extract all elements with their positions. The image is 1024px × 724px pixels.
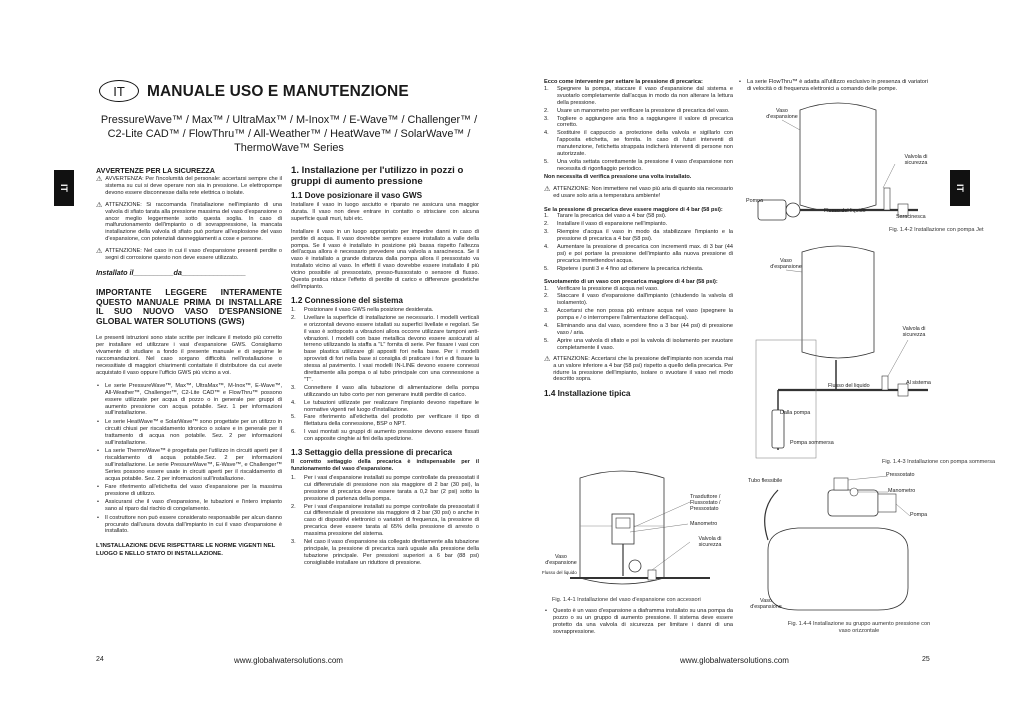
warning-triangle-icon: ⚠	[544, 355, 551, 363]
relief-valve-label: Valvola di sicurezza	[698, 536, 722, 549]
gauge-label: Manometro	[888, 488, 916, 494]
warning-triangle-icon: ⚠	[96, 201, 103, 209]
list-item: • Le serie HeatWave™ e SolarWave™ sono progettate per un utilizzo in circuiti chiusi per riscaldamento idronico o solare e in generale per il trattamento di acqua non potabile. Sez. 2 per informazioni sull'installazione.	[96, 419, 282, 447]
paragraph: Installare il vaso in luogo asciutto e riparato ne assicura una maggior durata. Il vaso non deve entrare in contatto o strisciare con alcuna superficie quali muri, tubi etc.	[291, 202, 479, 222]
relief-valve-label: Valvola di sicurezza	[904, 154, 928, 167]
list-item: 4. Le tubazioni utilizzate per realizzare l'impianto devono rispettare le normative vigenti nel luogo d'installazione.	[291, 399, 479, 413]
pump-label: Pompa	[746, 198, 764, 204]
list-item: 1. Posizionare il vaso GWS nella posizione desiderata.	[291, 306, 434, 313]
list-item: • Le serie PressureWave™, Max™, UltraMax™, M-Inox™, E-Wave™, All-Weather™, Challenger™, C2-Lite CAD™ e FlowThru™ possono essere utilizzate per acqua di pozzo o in generale per gruppi di aumento pressione con acqua potabile. Sez. 1 per informazioni sull'installazione.	[96, 383, 282, 418]
tank-label: Vaso d'espansione	[770, 258, 802, 271]
list-item: 5. Una volta settata correttamente la pressione il vaso d'espansione non necessita di rigonfiaggio periodico.	[544, 158, 733, 172]
gate-valve-label: Saracinesca	[896, 214, 926, 220]
list-item: 3. Nel caso il vaso d'espansione sia collegato direttamente alla tubazione principale, la pressione di precarica sarà uguale alla pressione della tubazione principale. Per pressioni superiori a 6 bar (88 psi) consigliabile installare un riduttore di pressione.	[291, 539, 479, 566]
flow-label: Flusso del liquido	[824, 208, 866, 214]
paragraph: Installare il vaso in un luogo appropriato per impedire danni in caso di perdite di acqua. Il vaso dovrebbe sempre essere installato a valle della pompa. Se il vaso è installato in posizione più bassa rispetto l'altezza dell'acqua allora è necessario prevedere una valvola a saracinesca. Se il vaso è installato a grande distanza dalla pompa allora il pressostato va installato vicino al vaso. In effetti il vaso dovrebbe essere installato il più vicino possibile al pressostato, presso-flussostato o sensore di flusso. Questa pratica riduce l'effetto di perdite di carico e differenze geodetiche dell'impianto.	[291, 228, 479, 290]
list-item: 2. Staccare il vaso d'espansione dall'impianto (chiudendo la valvola di isolamento).	[544, 293, 733, 307]
list-item: • Questo è un vaso d'espansione a diaframma installato su una pompa da pozzo o su un gruppo di aumento pressione. Il sistema deve essere protetto da una valvola di sicurezza per limitare i danni di una sovrappressione.	[544, 608, 733, 636]
over-4bar-heading: Se la pressione di precarica deve essere maggiore di 4 bar (58 psi):	[544, 206, 723, 213]
section-1-4-heading: 1.4 Installazione tipica	[544, 389, 631, 399]
pressure-switch-label: Pressostato	[886, 472, 915, 478]
submersible-pump-label: Pompa sommersa	[790, 440, 834, 446]
list-item: 2. Livellare la superficie di installazione se necessario. I modelli verticali e orizzontali devono essere istallati su superfici livellate e regolari. Se il vaso è sottoposto a vibrazioni allora occorre utilizzare tamponi anti-vibrazioni. I modelli con base metallica devono essere assicurati al terreno utilizzando la staffa a "L" fornita di serie. Per fissare i vasi con base plastica utilizzare gli appositi fori nella base. Per i modelli sprovvisti di fori nella base si consiglia di praticare i fori e di fissare la stessa al pavimento. I vasi modelli IN-LINE devono essere connessi direttamente alla pompa o al tubo principale con una connessione a "T".	[291, 314, 479, 383]
list-item: 4. Eliminando ana dal vaso, scendere fino a 3 bar (44 psi) di pressione vaso / aria.	[544, 323, 733, 336]
list-item: 1. Per i vasi d'espansione installati su pompe controllate da pressostati il cui differenziale di pressione non sia maggiore di 2 bar (30 psi), la pressione di precarica deve essere tarata a 0,2 bar (2 psi) sotto la pressione di partenza della pompa.	[291, 474, 479, 502]
section-1-2-heading: 1.2 Connessione del sistema	[291, 295, 403, 305]
figure-1-4-4	[738, 470, 938, 620]
side-language-tab: IT	[54, 170, 74, 206]
warning-item: ⚠ ATTENZIONE: Non immettere nel vaso più aria di quanto sia necessario ed usare solo aria a temperatura ambiente!	[544, 185, 733, 199]
flexible-hose-label: Tubo flessibile	[748, 478, 783, 484]
figure-1-4-2	[738, 100, 938, 235]
list-item: 3. Accertarsi che non possa più entrare acqua nel vaso (spegnere la pompa e / o interrompere l'alimentazione dell'acqua).	[544, 308, 733, 322]
safety-column	[96, 166, 282, 558]
list-item: 6. I vasi montati su gruppi di aumento pressione devono essere fissati con apposite cinghie ai fini della spedizione.	[291, 429, 479, 443]
tank-label: Vaso d'espansione	[766, 108, 798, 121]
list-item: • Fare riferimento all'etichetta del vaso d'espansione per la massima pressione di utilizzo.	[96, 484, 282, 498]
website-link[interactable]: www.globalwatersolutions.com	[680, 656, 789, 665]
flowthru-note	[738, 79, 928, 94]
adjust-heading: Ecco come intervenire per settare la pressione di precarica:	[544, 79, 703, 85]
warning-item: ⚠ ATTENZIONE: Accertarsi che la pressione dell'impianto non scenda mai a un valore inferiore a 4 bar (58 psi) rispetto a quello della precarica. Per ridurre la pressione dell'impianto, isolare o svuotare il vaso nel modo descritto sopra.	[544, 355, 733, 383]
subtitle-line: C2-Lite CAD™ / FlowThru™ / All-Weather™ / HeatWave™ / SolarWave™ /	[107, 128, 471, 141]
connection-steps	[291, 307, 479, 443]
precharge-note: Il corretto settaggio della precarica è indispensabile per il funzionamento del vaso d'espansione.	[291, 459, 479, 472]
list-item: 1. Verificare la pressione di acqua nel vaso.	[544, 285, 659, 292]
language-badge: IT	[99, 80, 139, 102]
list-item: 5. Fare riferimento all'etichetta del prodotto per verificare il tipo di filettatura della connessione, BSP o NPT.	[291, 414, 479, 428]
list-item: • La serie FlowThru™ è adatta all'utilizzo esclusivo in presenza di variatori di velocità o di frequenza elettronici a comando delle pompe.	[738, 79, 928, 93]
over-4bar-steps	[544, 213, 733, 272]
figure-caption: Fig. 1.4-2 Installazione con pompa Jet	[889, 227, 984, 233]
page-number: 25	[922, 656, 930, 663]
gauge-label: Manometro	[690, 521, 718, 527]
closing-notice: L'INSTALLAZIONE DEVE RISPETTARE LE NORME VIGENTI NEL LUOGO E NELLO STATO DI INSTALLAZIONE.	[96, 543, 276, 557]
list-item: 1. Spegnere la pompa, staccare il vaso d'espansione dal sistema e svuotarlo completamente dall'acqua in modo da non alterare la lettura della pressione.	[544, 85, 733, 106]
figure-1-4-3	[738, 240, 938, 460]
relief-valve-label: Valvola di sicurezza	[902, 326, 926, 339]
list-item: 2. Per i vasi d'espansione installati su pompe controllate da pressostati il cui differenziale di pressione sia maggiore di 2 bar (30 psi) o anche in caso di dispositivi elettronici o variatori di frequenza, la pressione di precarica deve essere tarata al 65% della pressione di arresto o massima pressione del sistema.	[291, 503, 479, 538]
adjust-steps	[544, 86, 733, 173]
warning-item: ⚠ ATTENZIONE: Nel caso in cui il vaso d'espansione presenti perdite o segni di corrosione questo non deve essere utilizzato.	[96, 248, 282, 262]
to-system-label: Al sistema	[906, 380, 931, 386]
section-1-1-heading: 1.1 Dove posizionare il vaso GWS	[291, 191, 423, 200]
series-list	[96, 383, 282, 536]
safety-heading: AVVERTENZE PER LA SICUREZZA	[96, 166, 215, 175]
figure-caption: Fig. 1.4-4 Installazione su gruppo aumento pressione con vaso orizzontale	[787, 621, 931, 634]
adjust-note: Non necessita di verifica pressione una volta installato.	[544, 173, 692, 180]
warning-item: ⚠ AVVERTENZA: Per l'incolumità del personale: accertarsi sempre che il sistema su cui si deve operare non sia in pressione. Le elettropompe devono essere disconnesse dalla rete elettrica o isolate.	[96, 176, 282, 196]
warning-item: ⚠ ATTENZIONE: Si raccomanda l'installazione nell'impianto di una valvola di sfiato tarata alla pressione massima del vaso d'espansione o ancor meglio leggermente sotto questa soglia. In caso di malfunzionamento dell'impianto o di sovrappressione, la mancata installazione della valvola di sfiato può portare all'esplosione del vaso d'espansione, con potenziali danneggiamenti a cose e persone.	[96, 201, 282, 243]
list-item: 2. Installare il vaso di espansione nell'impianto.	[544, 221, 668, 228]
empty-heading: Svuotamento di un vaso con precarica maggiore di 4 bar (58 psi):	[544, 278, 718, 285]
list-item: 2. Usare un manometro per verificare la pressione di precarica del vaso.	[544, 107, 730, 114]
list-item: • Il costruttore non può essere considerato responsabile per alcun danno procurato dall'usura dovuta dall'impianto in cui il vaso d'espansione è installato.	[96, 515, 282, 536]
page-title: MANUALE USO E MANUTENZIONE	[147, 83, 409, 100]
page-number: 24	[96, 656, 104, 663]
list-item: 1. Tarare la precarica del vaso a 4 bar (58 psi).	[544, 213, 667, 220]
section-1-3-heading: 1.3 Settaggio della pressione di precarica	[291, 448, 453, 458]
section-1-heading: 1. Installazione per l'utilizzo in pozzi o gruppi di aumento pressione	[291, 165, 464, 187]
warning-triangle-icon: ⚠	[544, 185, 551, 193]
from-pump-label: Dalla pompa	[780, 410, 811, 416]
tank-label: Vaso d'espansione	[750, 598, 782, 611]
warning-triangle-icon: ⚠	[96, 176, 103, 183]
typical-install-notes	[544, 608, 733, 637]
figure-caption: Fig. 1.4-1 Installazione del vaso d'espansione con accessori	[552, 597, 701, 603]
list-item: 5. Aprire una valvola di sfiato e poi la valvola di isolamento per svuotare completamente il vaso.	[544, 337, 733, 351]
important-notice: IMPORTANTE LEGGERE INTERAMENTE QUESTO MANUALE PRIMA DI INSTALLARE IL SUO NUOVO VASO D'ESPANSIONE GLOBAL WATER SOLUTIONS (GWS)	[96, 286, 282, 326]
right-page	[512, 0, 1024, 724]
list-item: 4. Aumentare la pressione di precarica con incrementi max. di 3 bar (44 psi) e poi portare la pressione dell'impianto alla nuova pressione di precarica immettendovi acqua.	[544, 244, 733, 264]
section-1-column	[291, 166, 479, 568]
installed-by-line: Installato il__________da________________	[96, 267, 246, 277]
transducer-label: Trasduttore / Flussostato / Pressostato	[690, 494, 721, 513]
tank-label: Vaso d'espansione	[545, 554, 577, 567]
pump-label: Pompa	[910, 512, 928, 518]
flow-label: Flusso del liquido	[828, 383, 870, 389]
precharge-steps	[291, 475, 479, 567]
list-item: • Assicurarsi che il vaso d'espansione, le tubazioni e l'intero impianto sano al riparo dal rischio di congelamento.	[96, 499, 282, 513]
intro-paragraph: Le presenti istruzioni sono state scritte per indicare il metodo più corretto per installare ed utilizzare i vasi d'espansione GWS. Consigliamo vivamente di studiare a fondo il presente manuale e di seguirne le raccomandazioni. Nel caso sorgano difficoltà nell'installazione o necessitiate di maggiori chiarimenti contattate il distributore da cui avete acquistato il vaso oppure l'ufficio GWS più vicino a voi.	[96, 335, 282, 376]
list-item: 5. Ripetere i punti 3 e 4 fino ad ottenere la precarica richiesta.	[544, 265, 704, 272]
flow-label: Flusso del liquido	[542, 570, 577, 575]
list-item: 3. Riempire d'acqua il vaso in modo da stabilizzare l'impianto e la pressione di precarica a 4 bar (58 psi).	[544, 229, 733, 243]
subtitle-line: ThermoWave™ Series	[234, 142, 344, 155]
empty-steps	[544, 286, 733, 352]
side-language-tab: IT	[950, 170, 970, 206]
figure-caption: Fig. 1.4-3 Installazione con pompa sommersa	[882, 459, 996, 465]
list-item: 3. Togliere o aggiungere aria fino a raggiungere il valore di precarica corretto.	[544, 115, 733, 129]
list-item: • La serie ThermoWave™ è progettata per l'utilizzo in circuiti aperti per il riscaldamento di acqua potabile.Sez. 2 per informazioni sull'installazione. Le serie PressureWave™, E-Wave™, e Challenger™ Series possono essere usate in circuiti aperti per il riscaldamento di acqua potabile. Sez. 2 per informazioni sull'installazione.	[96, 448, 282, 483]
submersible-pump-drawing	[738, 240, 938, 460]
warning-triangle-icon: ⚠	[96, 248, 103, 256]
subtitle-line: PressureWave™ / Max™ / UltraMax™ / M-Inox™ / E-Wave™ / Challenger™ /	[100, 114, 478, 126]
product-series-subtitle	[80, 113, 498, 156]
website-link[interactable]: www.globalwatersolutions.com	[234, 656, 343, 665]
list-item: 4. Sostituire il cappuccio a protezione della valvola e sigillarlo con l'apposita etichetta, se fornita. In caso di futuri interventi di manutenzione, l'etichetta strappata indicherà interventi di persone non autorizzate.	[544, 130, 733, 158]
list-item: 3. Connettere il vaso alla tubazione di alimentazione della pompa utilizzando un tubo corto per non generare inutili perdite di carico.	[291, 384, 479, 398]
adjust-column	[544, 79, 733, 398]
figure-1-4-1	[540, 466, 740, 606]
